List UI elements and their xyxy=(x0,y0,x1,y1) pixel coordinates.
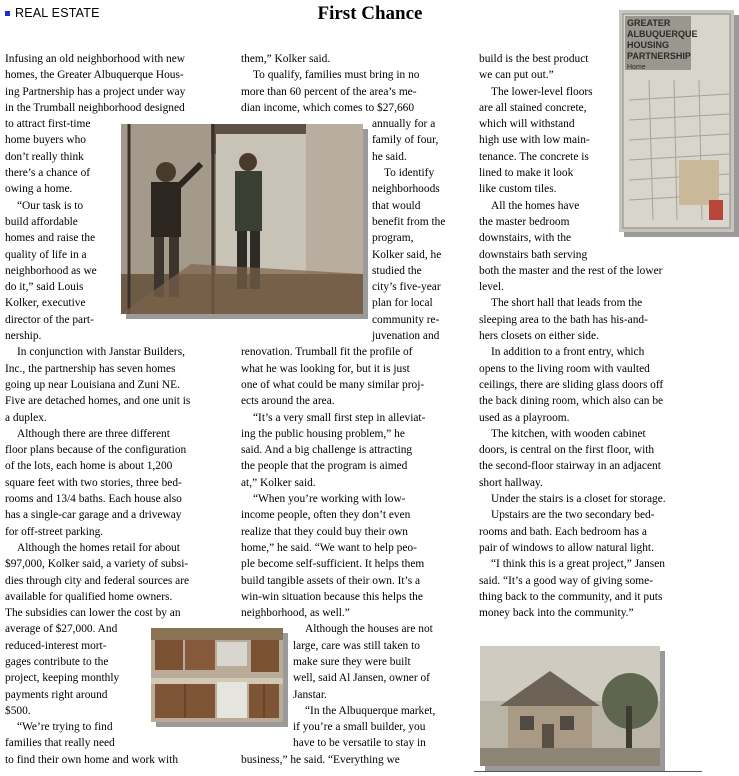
text-line: quality of life in a xyxy=(5,248,87,261)
photo-housing-map xyxy=(619,10,734,232)
text-line: to find their own home and work with xyxy=(5,753,179,766)
text-line: homes, the Greater Albuquerque Hous- xyxy=(5,69,184,82)
text-line: well, said Al Jansen, owner of xyxy=(293,672,430,685)
text-line: large, care was still taken to xyxy=(293,639,420,652)
text-line: juvenation and xyxy=(372,330,440,343)
text-line: them,” Kolker said. xyxy=(241,53,331,65)
text-line: doors, is central on the first floor, with xyxy=(479,444,655,457)
text-line: downstairs bath serving xyxy=(479,248,588,261)
text-line: the people that the program is aimed xyxy=(241,460,408,473)
map-image xyxy=(619,10,734,232)
text-line: rooms and 13/4 baths. Each house also xyxy=(5,493,182,506)
text-line: said. And a big challenge is attracting xyxy=(241,444,413,457)
text-line: homes and raise the xyxy=(5,232,96,245)
text-line: sleeping area to the bath has his-and- xyxy=(479,313,648,326)
text-line: to attract first-time xyxy=(5,118,91,131)
text-line: build tangible assets of their own. It’s a xyxy=(241,574,421,587)
text-line: if you’re a small builder, you xyxy=(293,721,426,734)
text-line: $97,000, Kolker said, a variety of subsi- xyxy=(5,558,189,571)
text-line: don’t really think xyxy=(5,150,84,163)
text-line: hers closets on either side. xyxy=(479,330,599,343)
text-line: program, xyxy=(372,232,414,245)
map-sign-line-2: ALBUQUERQUE xyxy=(627,29,698,39)
text-line: Although the houses are not xyxy=(305,623,433,636)
text-line: of the lots, each home is about 1,200 xyxy=(5,460,173,473)
photo-men-doorway xyxy=(121,124,363,314)
text-line: ceilings, there are sliding glass doors off xyxy=(479,378,664,391)
text-line: In conjunction with Janstar Builders, xyxy=(17,346,185,359)
article-title: First Chance xyxy=(317,3,423,24)
text-line: Janstar. xyxy=(293,688,327,701)
text-line: Upstairs are the two secondary bed- xyxy=(491,509,655,522)
text-line: The lower-level floors xyxy=(491,85,593,98)
map-sign-line-1: GREATER xyxy=(627,18,671,28)
text-line: we can put out.” xyxy=(479,69,554,82)
map-sign-line-4: PARTNERSHIP xyxy=(627,51,691,61)
text-line: Kolker said, he xyxy=(372,248,442,261)
text-line: like custom tiles. xyxy=(479,183,557,196)
text-line: tenance. The concrete is xyxy=(479,150,589,163)
text-line: “It’s a very small first step in alleviat- xyxy=(253,411,426,424)
text-line: “In the Albuquerque market, xyxy=(305,704,436,717)
text-line: available for qualified home owners. xyxy=(5,590,173,603)
text-line: community re- xyxy=(372,313,440,326)
text-line: payments right around xyxy=(5,688,108,701)
text-line: build affordable xyxy=(5,215,78,228)
photo-kitchen xyxy=(151,628,283,722)
map-sign-sub: Home xyxy=(627,64,646,71)
text-line: director of the part- xyxy=(5,313,94,326)
text-line: ing Partnership has a project under way xyxy=(5,85,186,98)
text-line: going up near Louisiana and Zuni NE. xyxy=(5,378,180,391)
text-line: what he was looking for, but it is just xyxy=(241,362,410,375)
text-line: do it,” said Louis xyxy=(5,281,84,294)
text-line: “I think this is a great project,” Jansen xyxy=(491,558,665,571)
text-line: project, keeping monthly xyxy=(5,672,120,685)
text-line: the back dining room, which also can be xyxy=(479,395,664,408)
text-line: short hallway. xyxy=(479,476,543,489)
text-line: business,” he said. “Everything we xyxy=(241,753,400,766)
text-line: realize that they could buy their own xyxy=(241,525,409,538)
text-line: neighborhoods xyxy=(372,183,440,196)
text-line: families that really need xyxy=(5,737,115,750)
text-line: renovation. Trumball fit the profile of xyxy=(241,346,413,359)
text-line: city’s five-year xyxy=(372,281,441,294)
text-line: rooms and bath. Each bedroom has a xyxy=(479,525,647,538)
text-line: Five are detached homes, and one unit is xyxy=(5,395,191,408)
text-line: high use with low main- xyxy=(479,134,590,147)
text-line: the second-floor stairway in an adjacent xyxy=(479,460,661,473)
text-line: which will withstand xyxy=(479,118,575,131)
text-line: win-win situation because this helps the xyxy=(241,590,423,603)
text-line: “When you’re working with low- xyxy=(253,493,406,506)
text-line: Kolker, executive xyxy=(5,297,86,310)
map-sign-line-3: HOUSING xyxy=(627,40,670,50)
text-line: income people, often they don’t even xyxy=(241,509,411,522)
section-label xyxy=(5,6,100,20)
text-line: $500. xyxy=(5,704,31,717)
text-line: annually for a xyxy=(372,118,436,131)
text-line: at,” Kolker said. xyxy=(241,476,316,489)
text-line: plan for local xyxy=(372,297,433,310)
text-line: that would xyxy=(372,199,421,212)
text-line: he said. xyxy=(372,150,407,163)
text-line: neighborhood as we xyxy=(5,264,97,277)
text-line: ple become self-sufficient. It helps them xyxy=(241,558,425,571)
bottom-rule xyxy=(474,771,702,772)
text-line: neighborhood, as well.” xyxy=(241,607,350,620)
text-line: floor plans because of the configuration xyxy=(5,444,187,457)
text-line: the master bedroom xyxy=(479,215,570,228)
text-line: reduced-interest mort- xyxy=(5,639,107,652)
text-line: dies through city and federal sources are xyxy=(5,574,190,587)
text-line: have to be versatile to stay in xyxy=(293,737,426,750)
text-line: gages contribute to the xyxy=(5,655,109,668)
kitchen-image xyxy=(151,628,283,722)
text-line: thing back to the community, and it puts xyxy=(479,590,663,603)
text-line: are all stained concrete, xyxy=(479,101,587,114)
text-line: money back into the community.” xyxy=(479,607,634,620)
text-line: Inc., the partnership has seven homes xyxy=(5,362,176,375)
text-line: a duplex. xyxy=(5,411,47,424)
photo-house xyxy=(480,646,660,766)
text-line: average of $27,000. And xyxy=(5,623,118,636)
text-line: one of what could be many similar proj- xyxy=(241,378,425,391)
text-line: pair of windows to allow natural light. xyxy=(479,541,654,554)
text-line: The subsidies can lower the cost by an xyxy=(5,607,181,620)
house-image xyxy=(480,646,660,766)
text-line: build is the best product xyxy=(479,53,589,65)
text-line: in the Trumball neighborhood designed xyxy=(5,101,185,114)
text-line: In addition to a front entry, which xyxy=(491,346,645,359)
text-line: nership. xyxy=(5,330,42,343)
text-line: lined to make it look xyxy=(479,167,574,180)
text-line: opens to the living room with vaulted xyxy=(479,362,650,375)
text-line: ing the public housing problem,” he xyxy=(241,427,405,440)
text-line: studied the xyxy=(372,264,422,277)
doorway-image xyxy=(121,124,363,314)
text-line: for off-street parking. xyxy=(5,525,104,538)
text-line: square feet with two stories, three bed- xyxy=(5,476,182,489)
bullet-icon xyxy=(5,11,10,16)
text-line: Infusing an old neighborhood with new xyxy=(5,53,186,65)
text-line: “Our task is to xyxy=(17,199,84,212)
text-line: both the master and the rest of the lower xyxy=(479,264,663,277)
text-line: The kitchen, with wooden cabinet xyxy=(491,427,646,440)
text-line: Under the stairs is a closet for storage. xyxy=(491,493,666,506)
text-line: has a single-car garage and a driveway xyxy=(5,509,182,522)
text-line: The short hall that leads from the xyxy=(491,297,643,310)
section-name: REAL ESTATE xyxy=(15,6,100,20)
text-line: downstairs, with the xyxy=(479,232,572,245)
text-line: Although the homes retail for about xyxy=(17,541,180,554)
text-line: Although there are three different xyxy=(17,427,170,440)
text-line: owing a home. xyxy=(5,183,73,196)
text-line: home buyers who xyxy=(5,134,86,147)
text-line: ects around the area. xyxy=(241,395,335,408)
text-line: used as a playroom. xyxy=(479,411,570,424)
text-line: make sure they were built xyxy=(293,655,411,668)
text-line: there’s a chance of xyxy=(5,167,91,180)
text-line: “We’re trying to find xyxy=(17,721,113,734)
text-line: dian income, which comes to $27,660 xyxy=(241,101,415,114)
text-line: family of four, xyxy=(372,134,439,147)
text-line: To identify xyxy=(384,167,435,180)
text-line: To qualify, families must bring in no xyxy=(253,69,420,82)
text-line: home,” he said. “We want to help peo- xyxy=(241,541,417,554)
text-line: more than 60 percent of the area’s me- xyxy=(241,85,417,98)
text-line: level. xyxy=(479,281,504,294)
text-line: said. “It’s a good way of giving some- xyxy=(479,574,653,587)
text-line: All the homes have xyxy=(491,199,580,212)
text-line: benefit from the xyxy=(372,215,446,228)
